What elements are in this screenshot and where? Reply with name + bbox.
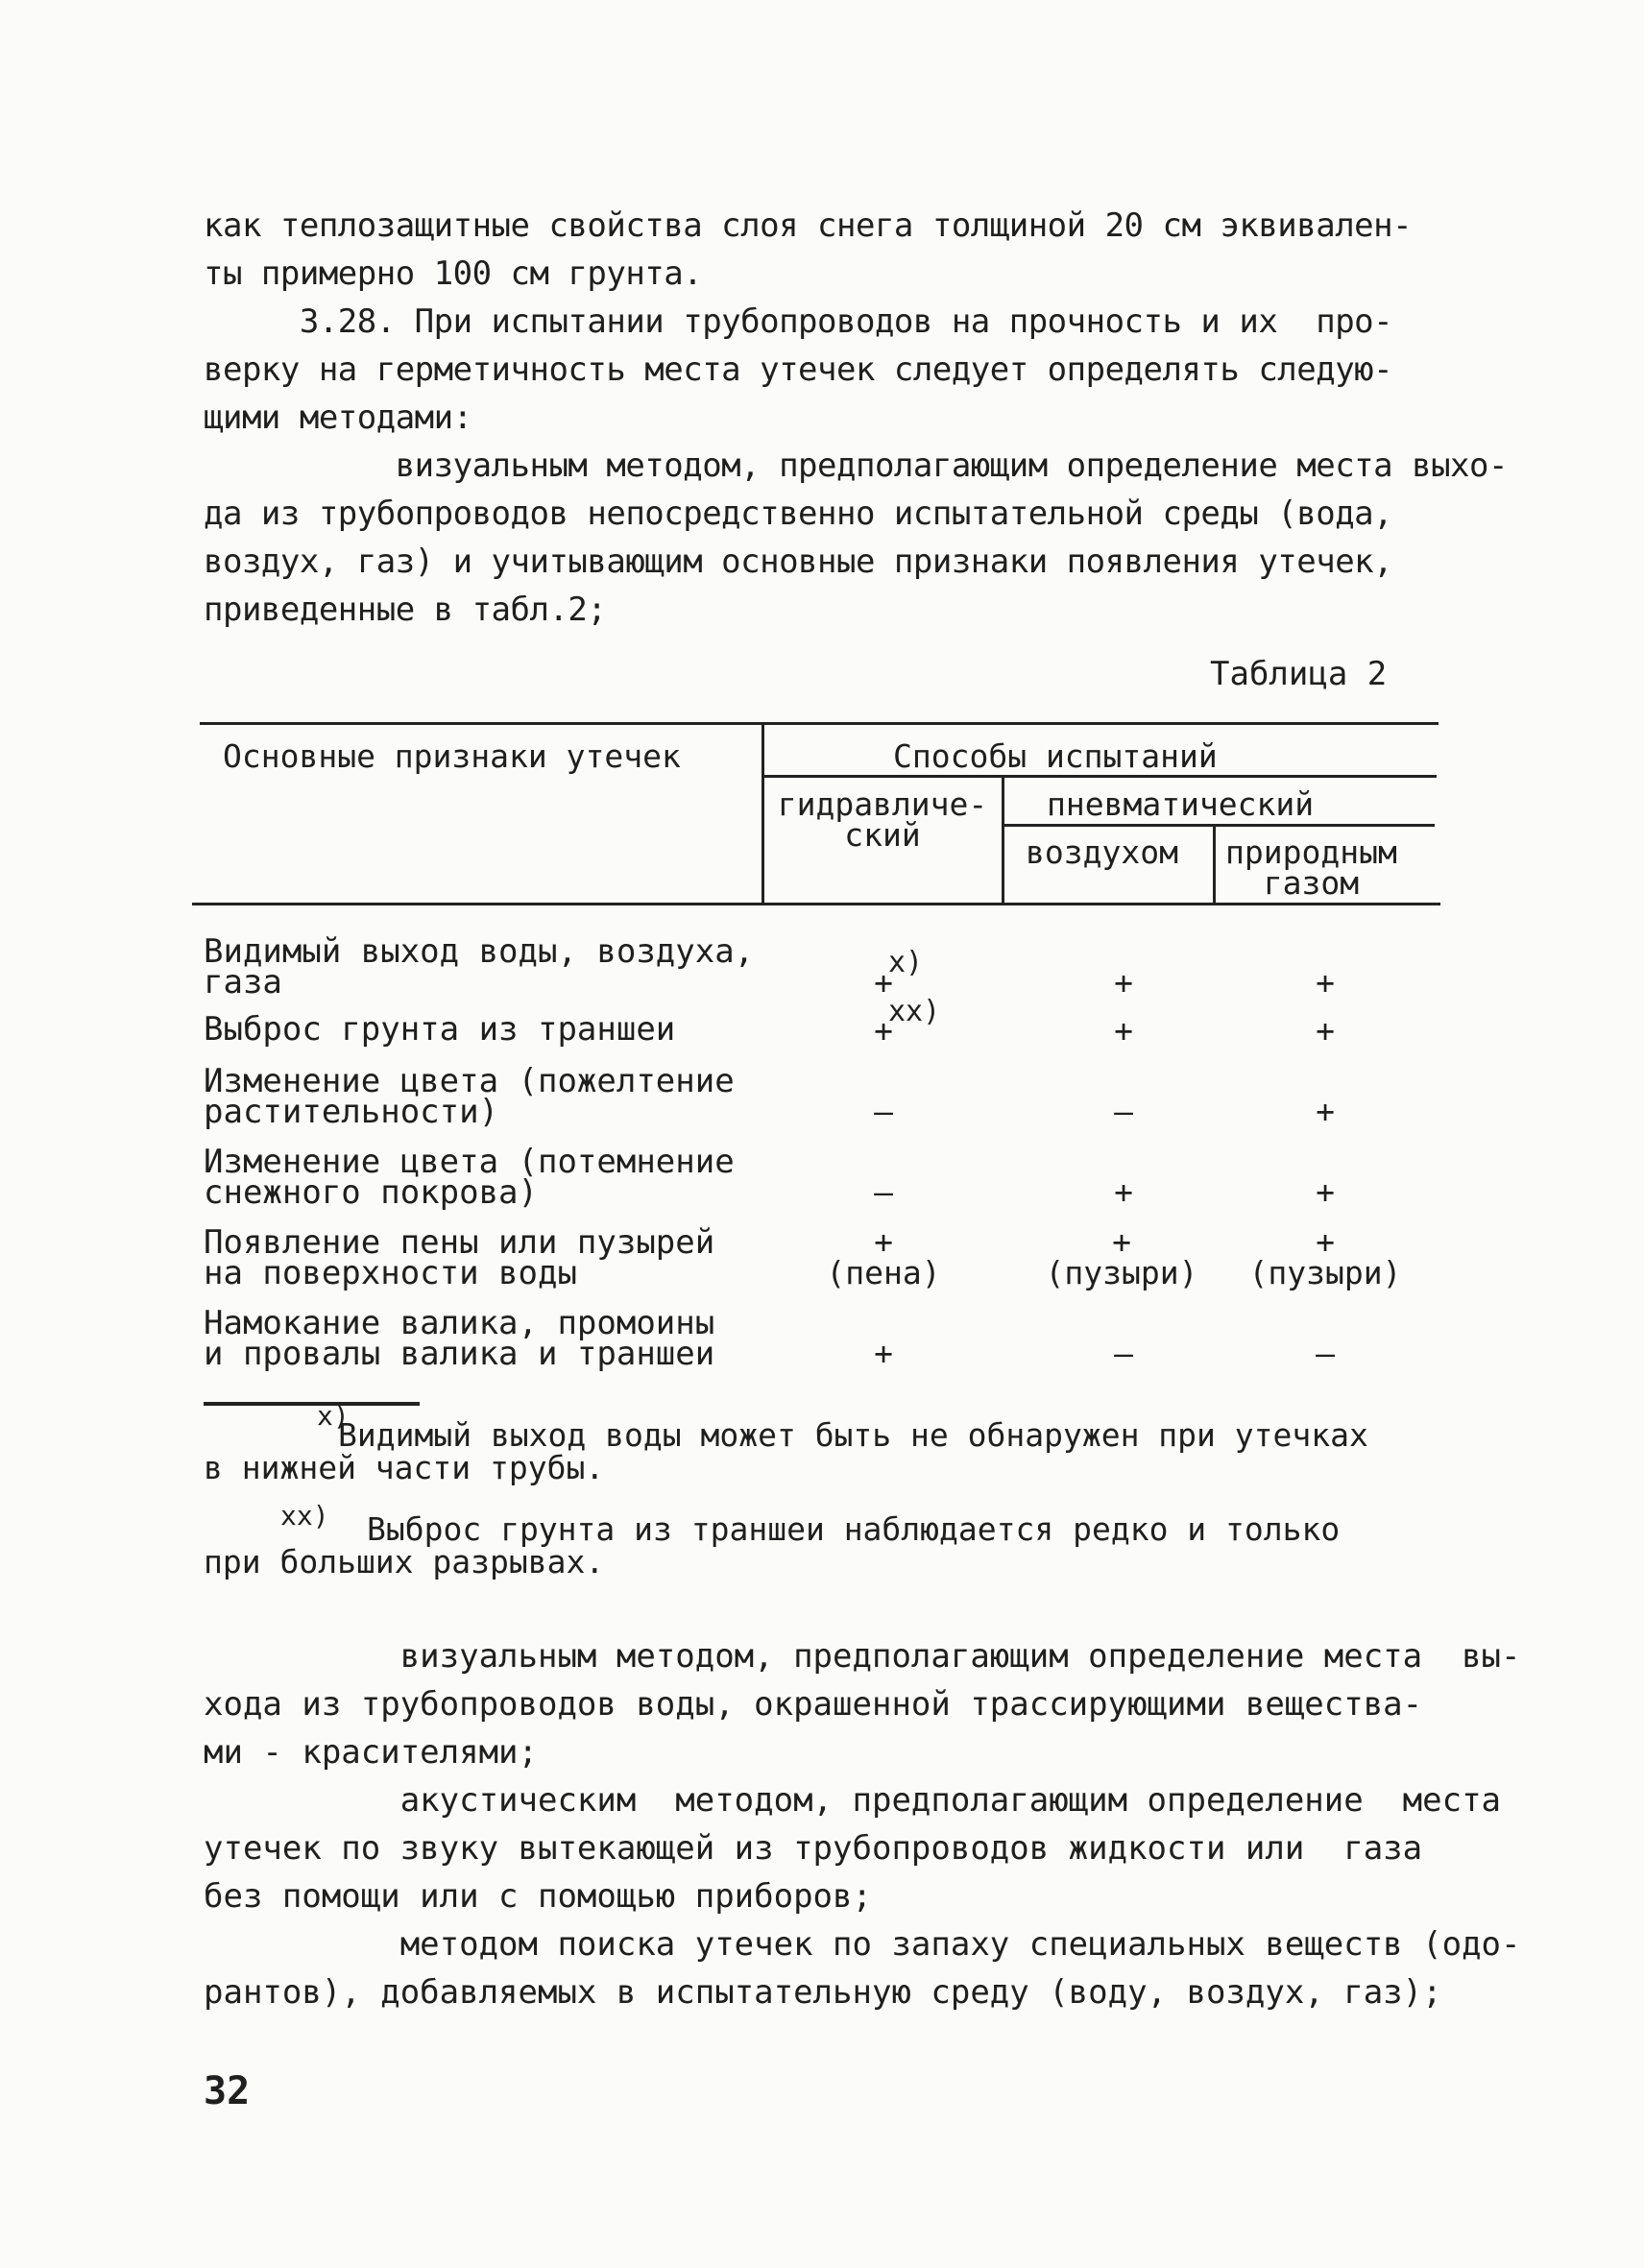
hydraulic-divider: [1002, 776, 1004, 905]
table-row-label: Появление пены или пузырей на поверхности воды: [204, 1223, 715, 1292]
header-methods: Способы испытаний: [893, 737, 1218, 775]
cell-gas: + (пузыри): [1248, 1223, 1402, 1291]
cell-gas: +: [1316, 1012, 1335, 1050]
footnote-marker: xx): [888, 995, 941, 1028]
header-signs: Основные признаки утечек: [223, 737, 681, 775]
table-row-label: Выброс грунта из траншеи: [204, 1010, 676, 1049]
footnote-marker: x): [888, 946, 924, 979]
cell-hydraulic: +: [874, 1012, 893, 1050]
table-row-label: Видимый выход воды, воздуха, газа: [204, 932, 755, 1001]
cell-hydraulic: +: [874, 1335, 893, 1372]
text-line: акустическим методом, предполагающим определение места: [204, 1781, 1502, 1820]
text-line: ми - красителями;: [204, 1733, 538, 1772]
text-line: рантов), добавляемых в испытательную среду (воду, воздух, газ);: [204, 1973, 1442, 2012]
cell-gas: +: [1316, 1173, 1335, 1211]
air-gas-divider: [1213, 824, 1216, 905]
cell-gas: +: [1316, 1093, 1335, 1130]
cell-gas: –: [1316, 1335, 1335, 1372]
text-line: ты примерно 100 см грунта.: [204, 254, 703, 293]
table-row-label: Намокание валика, промоины и провалы валика и траншеи: [204, 1304, 715, 1373]
pneumatic-rule: [1004, 824, 1435, 827]
text-line: верку на герметичность места утечек следует определять следую-: [204, 350, 1393, 389]
text-line: воздух, газ) и учитывающим основные признаки появления утечек,: [204, 543, 1393, 581]
cell-air: –: [1114, 1335, 1133, 1372]
text-line: без помощи или с помощью приборов;: [204, 1877, 872, 1916]
paragraph-3-28: [204, 298, 1452, 442]
cell-air: +: [1114, 964, 1133, 1001]
header-air: воздухом: [1026, 833, 1178, 871]
page-number: 32: [204, 2069, 251, 2113]
table-row-label: Изменение цвета (пожелтение растительности): [204, 1062, 735, 1131]
text-line: да из трубопроводов непосредственно испытательной среды (вода,: [204, 495, 1393, 533]
header-hydraulic: гидравличе- ский: [777, 785, 988, 854]
cell-hydraulic: +: [874, 964, 893, 1001]
cell-hydraulic: –: [874, 1093, 893, 1130]
text-line: щими методами:: [204, 398, 472, 437]
text-line: приведенные в табл.2;: [204, 591, 607, 629]
cell-gas: +: [1316, 964, 1335, 1001]
table-row-label: Изменение цвета (потемнение снежного покрова): [204, 1143, 735, 1212]
methods-rule: [764, 775, 1437, 778]
cell-air: +: [1114, 1012, 1133, 1050]
table-caption: Таблица 2: [1210, 655, 1388, 693]
table-col-divider: [762, 722, 764, 905]
header-bottom-rule: [192, 903, 1440, 905]
text-line: методом поиска утечек по запаху специальных веществ (одо-: [204, 1925, 1521, 1964]
text-line: хода из трубопроводов воды, окрашенной трассирующими вещества-: [204, 1685, 1423, 1724]
footnote-text: Выброс грунта из траншеи наблюдается редко и только при больших разрывах.: [204, 1510, 1341, 1580]
cell-air: –: [1114, 1093, 1133, 1130]
header-pneumatic: пневматический: [1047, 785, 1315, 823]
text-line: визуальным методом, предполагающим определение места выхо-: [204, 446, 1508, 485]
paragraph-odor-method: [204, 1920, 1521, 2016]
text-line: утечек по звуку вытекающей из трубопроводов жидкости или газа: [204, 1829, 1423, 1868]
paragraph-visual-method: [204, 442, 1508, 634]
paragraph-acoustic-method: [204, 1776, 1502, 1920]
footnote-mark: x): [317, 1400, 350, 1432]
table-top-rule: [200, 722, 1438, 725]
text-line: как теплозащитные свойства слоя снега толщиной 20 см эквивален-: [204, 206, 1413, 245]
footnote-mark: xx): [280, 1500, 329, 1532]
footnote-separator: [204, 1402, 420, 1406]
paragraph-snow-insulation: [204, 202, 1452, 298]
text-line: 3.28. При испытании трубопроводов на прочность и их про-: [204, 302, 1393, 341]
header-gas: природным газом: [1225, 833, 1397, 902]
paragraph-dye-method: [204, 1632, 1521, 1776]
footnote-text: Видимый выход воды может быть не обнаружен при утечках в нижней части трубы.: [204, 1416, 1368, 1486]
cell-air: + (пузыри): [1045, 1223, 1198, 1291]
cell-air: +: [1114, 1173, 1133, 1211]
cell-hydraulic: –: [874, 1173, 893, 1211]
cell-hydraulic: + (пена): [826, 1223, 941, 1291]
text-line: визуальным методом, предполагающим определение места вы-: [204, 1637, 1521, 1676]
